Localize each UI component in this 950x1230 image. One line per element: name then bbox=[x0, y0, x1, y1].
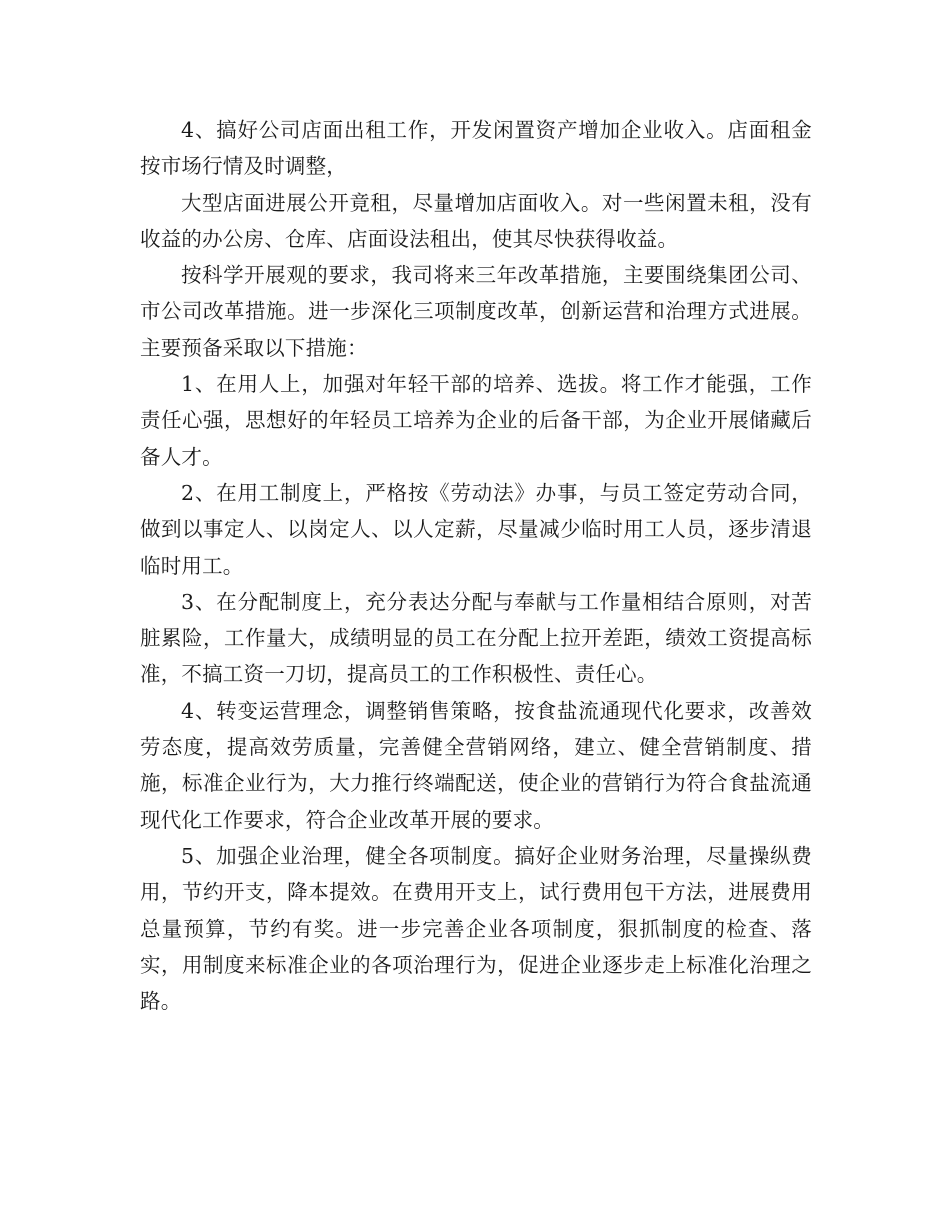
paragraph-distribution-system: 3、在分配制度上，充分表达分配与奉献与工作量相结合原则，对苦脏累险，工作量大，成绩明显的员工在分配上拉开差距，绩效工资提高标准，不搞工资一刀切，提高员工的工作积极性、责任心。 bbox=[140, 589, 812, 687]
paragraph-operations-concept: 4、转变运营理念，调整销售策略，按食盐流通现代化要求，改善效劳态度，提高效劳质量，完善健全营销网络，建立、健全营销制度、措施，标准企业行为，大力推行终端配送，使企业的营销行为符合食盐流通现代化工作要求，符合企业改革开展的要求。 bbox=[140, 698, 812, 832]
paragraph-personnel: 1、在用人上，加强对年轻干部的培养、选拔。将工作才能强，工作责任心强，思想好的年轻员工培养为企业的后备干部，为企业开展储藏后备人才。 bbox=[140, 372, 812, 469]
document-body bbox=[140, 112, 812, 1019]
paragraph-enterprise-governance: 5、加强企业治理，健全各项制度。搞好企业财务治理，尽量操纵费用，节约开支，降本提效。在费用开支上，试行费用包干方法，进展费用总量预算，节约有奖。进一步完善企业各项制度，狠抓制度的检查、落实，用制度来标准企业的各项治理行为，促进企业逐步走上标准化治理之路。 bbox=[140, 843, 812, 1014]
paragraph-employment-system: 2、在用工制度上，严格按《劳动法》办事，与员工签定劳动合同，做到以事定人、以岗定人、以人定薪，尽量减少临时用工人员，逐步清退临时用工。 bbox=[140, 480, 812, 578]
paragraph-reform-overview: 按科学开展观的要求，我司将来三年改革措施，主要围绕集团公司、市公司改革措施。进一步深化三项制度改革，创新运营和治理方式进展。主要预备采取以下措施： bbox=[140, 263, 812, 360]
paragraph-shop-rental: 4、搞好公司店面出租工作，开发闲置资产增加企业收入。店面租金按市场行情及时调整， bbox=[140, 118, 812, 179]
paragraph-large-shop-bidding: 大型店面进展公开竟租，尽量增加店面收入。对一些闲置未租，没有收益的办公房、仓库、店面设法租出，使其尽快获得收益。 bbox=[140, 190, 812, 251]
